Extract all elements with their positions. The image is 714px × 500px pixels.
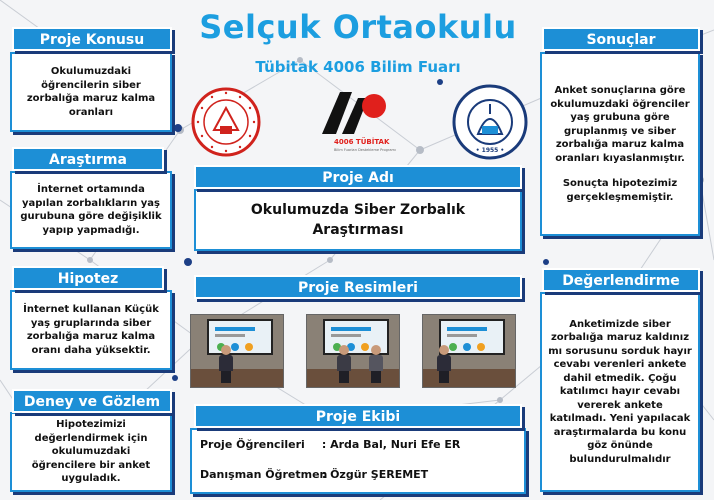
proje-adi-panel xyxy=(194,189,522,251)
degerlendirme-panel xyxy=(540,292,700,492)
tubitak-label: 4006 TÜBİTAK xyxy=(334,138,390,146)
tubitak-logo xyxy=(312,84,404,158)
sonuclar-panel xyxy=(540,52,700,236)
proje-adi-heading: Proje Adı xyxy=(194,165,522,189)
school-seal xyxy=(452,84,528,160)
arastirma-panel xyxy=(10,171,172,249)
hipotez-heading: Hipotez xyxy=(12,266,164,290)
sonuclar-text-1: Anket sonuçlarına göre okulumuzdaki öğrenciler yaş grubuna göre gruplanmış ve siber zorbalığa maruz kalma oranları kıyaslanmıştır. xyxy=(550,85,690,164)
students-value: : Arda Bal, Nuri Efe ER xyxy=(321,438,461,451)
proje-ekibi-panel xyxy=(190,428,526,494)
page-title: Selçuk Ortaokulu xyxy=(199,8,517,46)
degerlendirme-text: Anketimizde siber zorbalığa maruz kaldınız mı sorusunu sorduk hayır cevabı verenleri ankete dahil etmedik. Çoğu katılımcı hayır cevabı vererek ankete katılmadı. Yeni yapılacak araştırmalarda bu konu göz önünde bulundurulmalıdır xyxy=(548,318,692,465)
deney-panel xyxy=(10,412,172,492)
tubitak-small-label: Bilim Fuarları Destekleme Programı xyxy=(334,148,396,152)
hipotez-text: İnternet kullanan Küçük yaş gruplarında siber zorbalığa maruz kalma oranı daha yüksektir. xyxy=(23,304,159,356)
hipotez-panel xyxy=(10,290,172,370)
proje-konusu-text: Okulumuzdaki öğrencilerin siber zorbalığa maruz kalma oranları xyxy=(26,66,156,118)
proje-konusu-panel xyxy=(10,52,172,132)
tubitak-4006-icon xyxy=(312,84,404,140)
sonuclar-heading: Sonuçlar xyxy=(542,27,700,51)
project-photo-1 xyxy=(190,314,284,388)
degerlendirme-heading: Değerlendirme xyxy=(542,268,700,292)
ministry-logo xyxy=(190,86,262,158)
proje-resimleri-heading: Proje Resimleri xyxy=(194,275,522,299)
project-photo-2 xyxy=(306,314,400,388)
deney-text: Hipotezimizi değerlendirmek için okulumuzdaki öğrencilere bir anket uyguladık. xyxy=(31,419,151,485)
sonuclar-text-2: Sonuçta hipotezimiz gerçekleşmemiştir. xyxy=(562,178,678,203)
deney-heading: Deney ve Gözlem xyxy=(12,389,172,413)
arastirma-text: İnternet ortamında yapılan zorbalıkların yaş gurubuna göre değişiklik yapıp yapmadığı. xyxy=(20,184,162,236)
arastirma-heading: Araştırma xyxy=(12,147,164,171)
advisor-value: : Özgür ŞEREMET xyxy=(321,468,429,481)
proje-ekibi-heading: Proje Ekibi xyxy=(194,404,522,428)
project-photo-3 xyxy=(422,314,516,388)
school-seal-year: • 1955 • xyxy=(475,147,505,154)
advisor-label: Danışman Öğretmen xyxy=(200,468,328,481)
proje-konusu-heading: Proje Konusu xyxy=(12,27,172,51)
page-subtitle: Tübitak 4006 Bilim Fuarı xyxy=(255,58,461,76)
students-label: Proje Öğrencileri xyxy=(200,438,305,451)
ministry-emblem-icon xyxy=(190,86,262,158)
proje-adi-text: Okulumuzda Siber Zorbalık Araştırması xyxy=(250,202,466,238)
